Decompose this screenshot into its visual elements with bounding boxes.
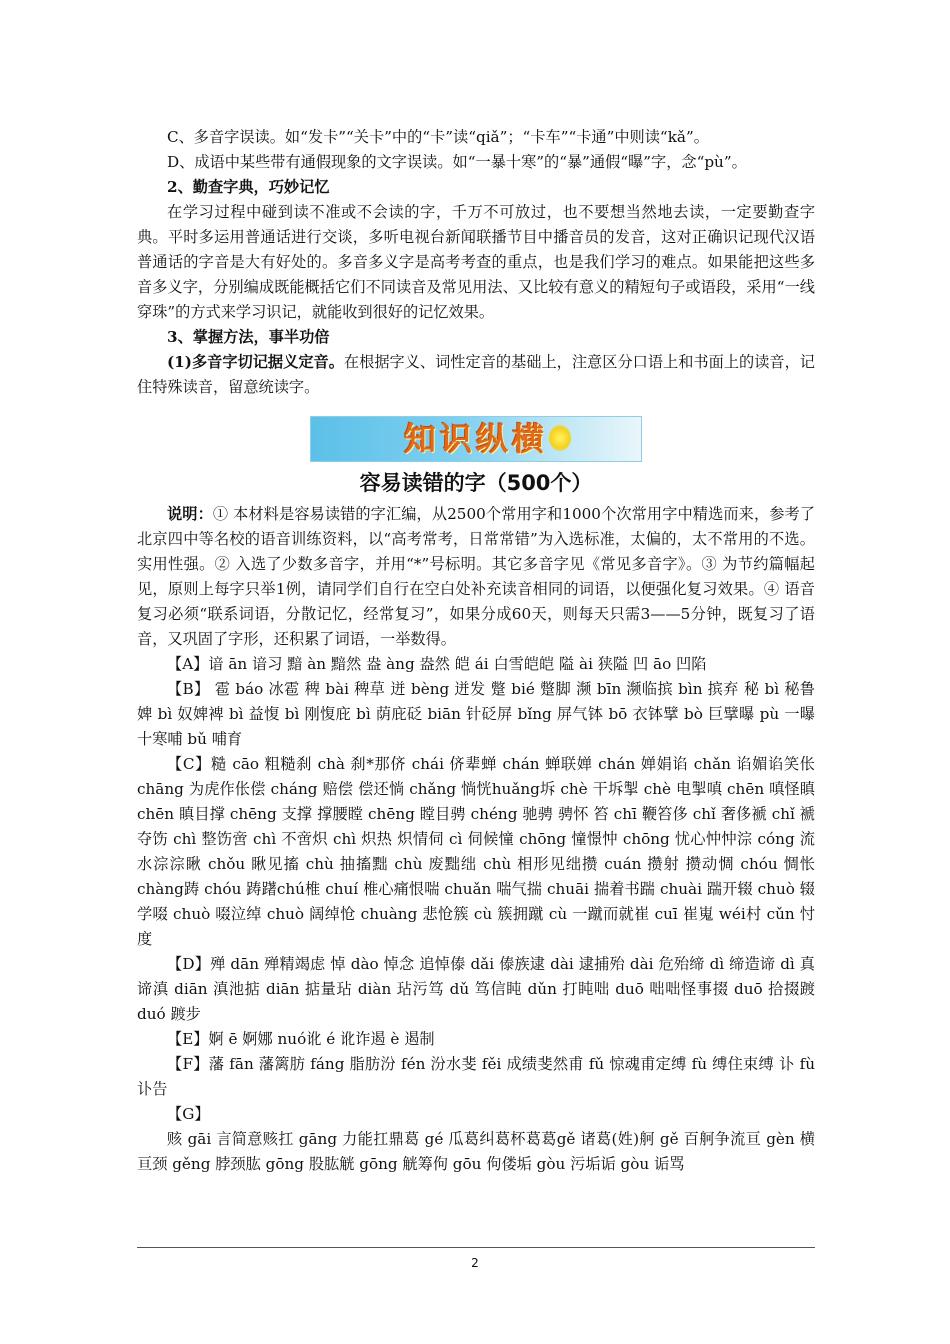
paragraph-3-rest: 在根据字义、词性定音的基础上，注意区分口语上和书面上的读音，记住特殊读音，留意统读字。 [137, 353, 815, 396]
banner-text: 知识纵横 [403, 419, 548, 458]
paragraph-3-lead: (1)多音字切记据义定音。 [167, 353, 344, 371]
banner-wrapper [137, 400, 815, 462]
letter-group-key: 【G】 [167, 1105, 210, 1123]
item-d: D、成语中某些带有通假现象的文字误读。如“一暴十寒”的“暴”通假“曝”字，念“pù”。 [167, 153, 747, 171]
word-groups [137, 652, 815, 1177]
note-paragraph [137, 502, 815, 652]
letter-group-key: 【E】 [167, 1030, 209, 1048]
item-c: C、多音字误读。如“发卡”“关卡”中的“卡”读“qiǎ”；“卡车”“卡通”中则读“kǎ”。 [167, 128, 709, 146]
section-title: 容易读错的字（500个） [359, 471, 593, 495]
paragraph-3 [137, 350, 815, 400]
letter-group-text: 殚 dān 殚精竭虑 悼 dào 悼念 追悼傣 dǎi 傣族逮 dài 逮捕殆 dài 危殆缔 dì 缔造谛 dì 真谛滇 diān 滇池掂 diān 掂量玷 diàn 玷污笃 dǔ 笃信盹 dǔn 打盹咄 duō 咄咄怪事掇 duō 拾掇踱 duó 踱步 [137, 955, 815, 1023]
letter-group [137, 1052, 815, 1102]
letter-group-key: 【B】 [167, 680, 210, 698]
letter-group [137, 1127, 815, 1177]
letter-group-key: 【F】 [167, 1055, 209, 1073]
page-number: 2 [471, 1256, 479, 1270]
letter-group [137, 1027, 815, 1052]
letter-group-text: 雹 báo 冰雹 稗 bài 稗草 迸 bèng 迸发 蹩 bié 蹩脚 濒 bīn 濒临摈 bìn 摈弃 秘 bì 秘鲁 婢 bì 奴婢裨 bì 益愎 bì 刚愎庇 bì 荫庇砭 biān 针砭屏 bǐng 屏气钵 bō 衣钵擘 bò 巨擘曝 pù 一曝十寒哺 bǔ 哺育 [137, 680, 815, 748]
letter-group [137, 752, 815, 952]
footer-divider [137, 1247, 815, 1248]
flower-icon [549, 425, 571, 451]
letter-group-text: 赅 gāi 言简意赅扛 gāng 力能扛鼎葛 gé 瓜葛纠葛杯葛葛gě 诸葛(姓)舸 gě 百舸争流亘 gèn 横亘颈 gěng 脖颈肱 gōng 股肱觥 gōng 觥筹佝 gōu 佝偻垢 gòu 污垢诟 gòu 诟骂 [137, 1130, 815, 1173]
heading-2: 2、勤查字典，巧妙记忆 [167, 178, 330, 196]
letter-group-text: 糙 cāo 粗糙刹 chà 刹*那侪 chái 侪辈蝉 chán 蝉联婵 chán 婵娟谄 chǎn 谄媚谄笑伥 chāng 为虎作伥偿 cháng 赔偿 偿还惝 chǎng 惝恍huǎng坼 chè 干坼掣 chè 电掣嗔 chēn 嗔怪瞋 chēn 瞋目撑 chēng 支撑 撑腰瞠 chēng 瞠目骋 chéng 驰骋 骋怀 笞 chī 鞭笞侈 chǐ 奢侈褫 chǐ 褫夺饬 chì 整饬啻 chì 不啻炽 chì 炽热 炽情伺 cì 伺候憧 chōng 憧憬忡 chōng 忧心忡忡淙 cóng 流水淙淙瞅 chǒu 瞅见搐 chù 抽搐黜 chù 废黜绌 chù 相形见绌攒 cuán 攒射 攒动惆 chóu 惆怅chàng踌 chóu 踌躇chú椎 chuí 椎心痛恨喘 chuǎn 喘气揣 chuāi 揣着书踹 chuài 踹开辍 chuò 辍学啜 chuò 啜泣绰 chuò 阔绰怆 chuàng 悲怆簇 cù 簇拥蹴 cù 一蹴而就崔 cuī 崔嵬 wéi村 cǔn 忖度 [137, 755, 815, 948]
letter-group-text: 婀 ē 婀娜 nuó讹 é 讹诈遏 è 遏制 [208, 1030, 435, 1048]
letter-group-key: 【C】 [167, 755, 211, 773]
note-text: ① 本材料是容易读错的字汇编，从2500个常用字和1000个次常用字中精选而来，参考了北京四中等名校的语音训练资料，以“高考常考，日常常错”为入选标准，太偏的，太不常用的不选。实用性强。② 入选了少数多音字，并用“*”号标明。其它多音字见《常见多音字》。③ 为节约篇幅起见，原则上每字只举1例，请同学们自行在空白处补充读音相同的词语，以便强化复习效果。④ 语音复习必须“联系词语，分散记忆，经常复习”，如果分成60天，则每天只需3——5分钟，既复习了语音，又巩固了字形，还积累了词语，一举数得。 [137, 505, 815, 648]
page-content [137, 125, 815, 1177]
letter-group-text: 藩 fān 藩篱肪 fáng 脂肪汾 fén 汾水斐 fěi 成绩斐然甫 fǔ 惊魂甫定缚 fù 缚住束缚 讣 fù 讣告 [137, 1055, 815, 1098]
letter-group [137, 652, 815, 677]
letter-group-key: 【D】 [167, 955, 211, 973]
letter-group-key: 【A】 [167, 655, 209, 673]
paragraph-2: 在学习过程中碰到读不准或不会读的字，千万不可放过，也不要想当然地去读，一定要勤查字典。平时多运用普通话进行交谈，多听电视台新闻联播节目中播音员的发音，这对正确识记现代汉语普通话的字音是大有好处的。多音多义字是高考考查的重点，也是我们学习的难点。如果能把这些多音多义字，分别编成既能概括它们不同读音及常见用法、又比较有意义的精短句子或语段，采用“一线穿珠”的方式来学习识记，就能收到很好的记忆效果。 [137, 203, 815, 321]
letter-group [137, 952, 815, 1027]
letter-group [137, 1102, 815, 1127]
heading-3: 3、掌握方法，事半功倍 [167, 328, 330, 346]
note-label: 说明： [167, 505, 213, 523]
letter-group [137, 677, 815, 752]
knowledge-banner [310, 416, 642, 462]
letter-group-text: 谙 ān 谙习 黯 àn 黯然 盎 àng 盎然 皑 ái 白雪皑皑 隘 ài 狭隘 凹 āo 凹陷 [208, 655, 707, 673]
